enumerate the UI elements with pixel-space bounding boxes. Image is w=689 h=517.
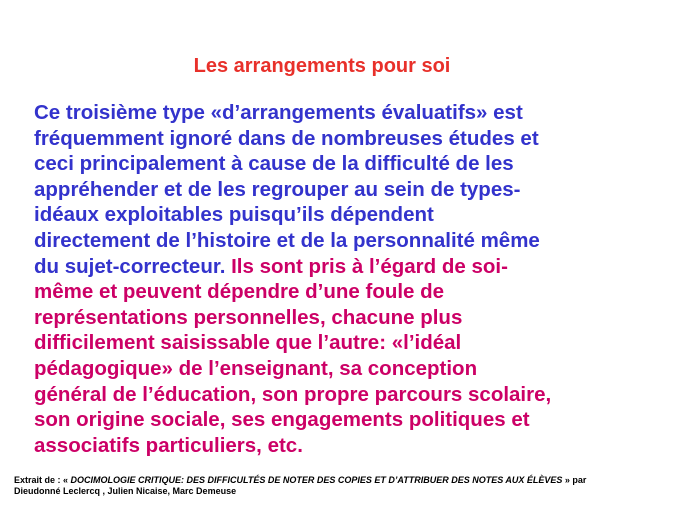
body-text-segment: Ce troisième type «d’arrangements évaluatifs» est (34, 101, 523, 124)
body-line (34, 151, 634, 177)
body-text-segment: représentations personnelles, chacune plus (34, 305, 463, 329)
body-text-segment: appréhender et de les regrouper au sein de types- (34, 177, 521, 201)
citation-authors: Dieudonné Leclercq , Julien Nicaise, Marc Demeuse (14, 486, 237, 496)
body-line (34, 126, 634, 152)
slide-body (34, 100, 634, 458)
body-line (34, 202, 634, 228)
body-text-segment: du sujet-correcteur. (34, 254, 232, 278)
body-text-segment: directement de l’histoire et de la personnalité même (34, 228, 540, 252)
citation-line (14, 475, 684, 486)
body-line (34, 100, 634, 126)
body-text-segment: pédagogique» de l’enseignant, sa conception (34, 356, 478, 380)
body-text-segment: difficilement saisissable que l’autre: «l’idéal (34, 331, 462, 355)
body-line (34, 305, 634, 331)
body-line (34, 382, 634, 408)
body-line (34, 330, 634, 356)
source-citation (14, 475, 684, 497)
body-text-segment: son origine sociale, ses engagements politiques et (34, 408, 530, 432)
citation-suffix: » par (562, 475, 587, 485)
body-line (34, 279, 634, 305)
body-text-segment: associatifs particuliers, etc. (34, 433, 303, 457)
body-line (34, 356, 634, 382)
slide-title: Les arrangements pour soi (193, 55, 451, 77)
body-line (34, 228, 634, 254)
citation-source-title: DOCIMOLOGIE CRITIQUE: DES DIFFICULTÉS DE NOTER DES COPIES ET D’ATTRIBUER DES NOTES AUX ÉLÈVES (70, 475, 563, 485)
body-text-segment: même et peuvent dépendre d’une foule de (34, 280, 445, 304)
body-text-segment: Ils sont pris à l’égard de soi- (231, 254, 508, 278)
body-text-segment: ceci principalement à cause de la difficulté de les (34, 152, 514, 176)
body-line (34, 254, 634, 280)
body-text-segment: idéaux exploitables puisqu’ils dépendent (34, 203, 434, 227)
body-line (34, 407, 634, 433)
body-line (34, 433, 634, 459)
body-text-segment: fréquemment ignoré dans de nombreuses études et (34, 126, 539, 150)
body-text-segment: général de l’éducation, son propre parcours scolaire, (34, 382, 552, 406)
body-line (34, 177, 634, 203)
citation-prefix: Extrait de : « (14, 475, 71, 485)
